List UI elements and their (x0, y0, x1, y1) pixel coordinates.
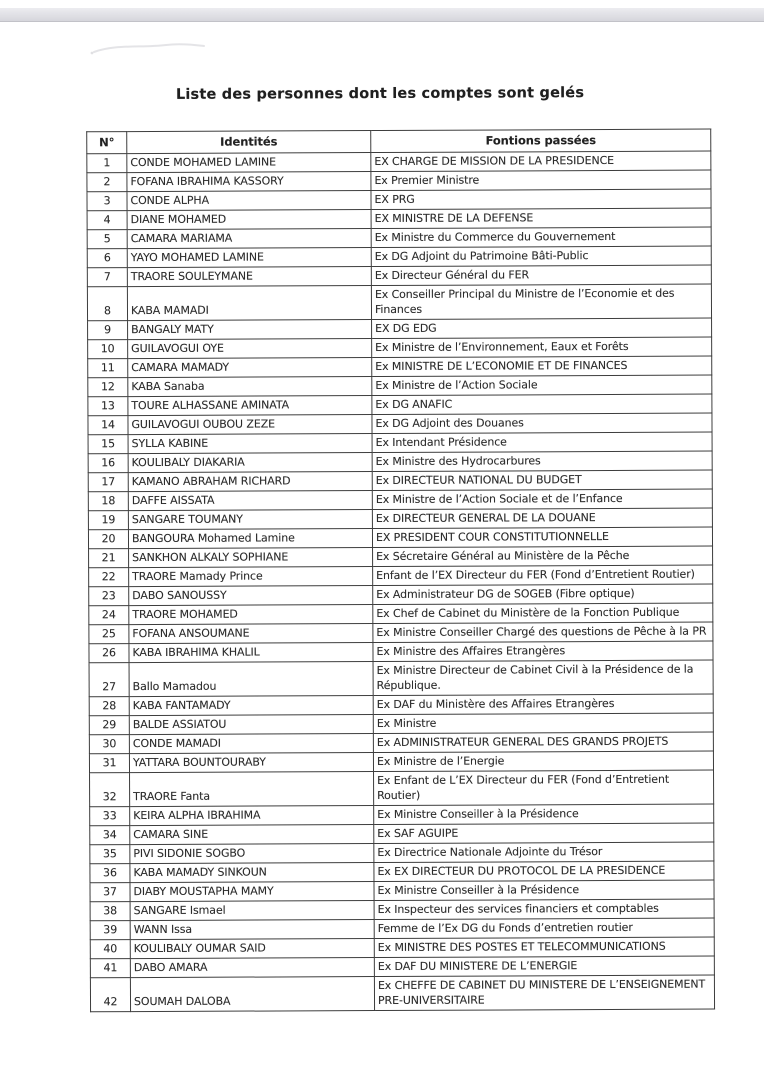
cell-number: 20 (88, 530, 128, 549)
cell-identity: TRAORE Mamady Prince (129, 567, 373, 587)
cell-number: 9 (88, 321, 128, 340)
cell-identity: CONDE ALPHA (127, 191, 371, 211)
cell-function: Ex Ministre des Affaires Etrangères (373, 641, 713, 661)
cell-identity: YATTARA BOUNTOURABY (129, 753, 373, 773)
table-header-row (87, 129, 711, 154)
cell-function: Ex Ministre Conseiller à la Présidence (374, 880, 714, 900)
cell-number: 16 (88, 454, 128, 473)
cell-number: 38 (90, 902, 130, 921)
cell-function: Ex Sécretaire Général au Ministère de la Pêche (373, 546, 713, 566)
cell-identity: SOUMAH DALOBA (130, 977, 374, 1012)
cell-number: 36 (90, 864, 130, 883)
cell-function: Ex Inspecteur des services financiers et comptables (374, 899, 714, 919)
column-header-number: N° (87, 132, 127, 154)
cell-function: Ex Ministre Conseiller Chargé des questions de Pêche à la PR (373, 622, 713, 642)
cell-number: 34 (90, 826, 130, 845)
cell-function: Ex CHEFFE DE CABINET DU MINISTERE DE L’ENSEIGNEMENT PRE-UNIVERSITAIRE (374, 975, 714, 1010)
cell-identity: KABA IBRAHIMA KHALIL (129, 643, 373, 663)
cell-identity: YAYO MOHAMED LAMINE (127, 248, 371, 268)
cell-function: Ex DG ANAFIC (372, 394, 712, 414)
table-row (90, 770, 714, 807)
cell-number: 8 (87, 287, 127, 321)
cell-number: 29 (89, 716, 129, 735)
cell-number: 26 (89, 644, 129, 663)
cell-function: EX MINISTRE DE LA DEFENSE (371, 208, 711, 228)
cell-identity: GUILAVOGUI OUBOU ZEZE (128, 415, 372, 435)
cell-identity: CAMARA SINE (130, 825, 374, 845)
cell-function: Ex Premier Ministre (371, 170, 711, 190)
cell-identity: SANGARE Ismael (130, 901, 374, 921)
cell-identity: SANGARE TOUMANY (128, 510, 372, 530)
cell-identity: Ballo Mamadou (129, 662, 373, 697)
cell-identity: BALDE ASSIATOU (129, 715, 373, 735)
cell-function: Ex Directrice Nationale Adjointe du Trésor (374, 842, 714, 862)
table-row (87, 284, 711, 321)
cell-identity: FOFANA ANSOUMANE (129, 624, 373, 644)
cell-identity: SANKHON ALKALY SOPHIANE (129, 548, 373, 568)
cell-identity: CONDE MOHAMED LAMINE (127, 153, 371, 173)
cell-function: Ex Ministre Directeur de Cabinet Civil à la Présidence de la République. (373, 660, 713, 695)
cell-number: 12 (88, 378, 128, 397)
cell-function: Enfant de l’EX Directeur du FER (Fond d’Entretient Routier) (373, 565, 713, 585)
cell-number: 39 (90, 921, 130, 940)
cell-function: Ex EX DIRECTEUR DU PROTOCOL DE LA PRESIDENCE (374, 861, 714, 881)
cell-number: 28 (89, 697, 129, 716)
cell-identity: TRAORE Fanta (130, 772, 374, 807)
cell-number: 1 (87, 154, 127, 173)
cell-number: 27 (89, 663, 129, 697)
cell-number: 25 (89, 625, 129, 644)
cell-function: Ex MINISTRE DES POSTES ET TELECOMMUNICATIONS (374, 937, 714, 957)
cell-identity: BANGALY MATY (128, 320, 372, 340)
cell-identity: DABO AMARA (130, 958, 374, 978)
cell-identity: DIANE MOHAMED (127, 210, 371, 230)
cell-number: 13 (88, 397, 128, 416)
cell-number: 2 (87, 173, 127, 192)
cell-number: 31 (89, 754, 129, 773)
table-row (90, 975, 714, 1012)
cell-function: Ex Ministre (373, 713, 713, 733)
column-header-identity: Identités (127, 131, 371, 154)
cell-function: Ex DAF DU MINISTERE DE L’ENERGIE (374, 956, 714, 976)
cell-identity: WANN Issa (130, 920, 374, 940)
cell-function: EX PRESIDENT COUR CONSTITUTIONNELLE (372, 527, 712, 547)
cell-identity: CONDE MAMADI (129, 734, 373, 754)
cell-function: Ex Ministre de l’Action Sociale (372, 375, 712, 395)
cell-function: Femme de l’Ex DG du Fonds d’entretien routier (374, 918, 714, 938)
table-row (89, 660, 713, 697)
cell-function: Ex DG Adjoint du Patrimoine Bâti-Public (371, 246, 711, 266)
cell-identity: PIVI SIDONIE SOGBO (130, 844, 374, 864)
cell-identity: KOULIBALY OUMAR SAID (130, 939, 374, 959)
cell-identity: DIABY MOUSTAPHA MAMY (130, 882, 374, 902)
cell-function: Ex Conseiller Principal du Ministre de l’Economie et des Finances (371, 284, 711, 319)
cell-number: 18 (88, 492, 128, 511)
cell-function: Ex Administrateur DG de SOGEB (Fibre optique) (373, 584, 713, 604)
cell-number: 17 (88, 473, 128, 492)
cell-identity: KABA FANTAMADY (129, 696, 373, 716)
cell-identity: KABA MAMADY SINKOUN (130, 863, 374, 883)
column-header-functions: Fontions passées (371, 129, 711, 152)
cell-number: 6 (87, 249, 127, 268)
cell-number: 19 (88, 511, 128, 530)
cell-function: Ex Ministre de l’Energie (373, 751, 713, 771)
cell-number: 21 (89, 549, 129, 568)
cell-function: Ex Enfant de L’EX Directeur du FER (Fond d’Entretient Routier) (374, 770, 714, 805)
cell-identity: KEIRA ALPHA IBRAHIMA (130, 806, 374, 826)
cell-number: 41 (90, 959, 130, 978)
cell-function: Ex Ministre des Hydrocarbures (372, 451, 712, 471)
cell-identity: DABO SANOUSSY (129, 586, 373, 606)
cell-function: Ex Intendant Présidence (372, 432, 712, 452)
cell-function: Ex DIRECTEUR GENERAL DE LA DOUANE (372, 508, 712, 528)
cell-number: 3 (87, 192, 127, 211)
cell-number: 37 (90, 883, 130, 902)
cell-number: 42 (90, 978, 130, 1012)
cell-number: 10 (88, 340, 128, 359)
cell-identity: KABA Sanaba (128, 377, 372, 397)
cell-function: Ex SAF AGUIPE (374, 823, 714, 843)
cell-number: 4 (87, 211, 127, 230)
cell-number: 24 (89, 606, 129, 625)
frozen-accounts-table (86, 129, 715, 1013)
cell-number: 30 (89, 735, 129, 754)
cell-function: Ex DG Adjoint des Douanes (372, 413, 712, 433)
cell-number: 35 (90, 845, 130, 864)
cell-number: 7 (87, 268, 127, 287)
cell-function: Ex Ministre de l’Environnement, Eaux et Forêts (372, 337, 712, 357)
cell-function: EX CHARGE DE MISSION DE LA PRESIDENCE (371, 151, 711, 171)
cell-identity: CAMARA MARIAMA (127, 229, 371, 249)
cell-number: 22 (89, 568, 129, 587)
cell-number: 40 (90, 940, 130, 959)
cell-number: 33 (90, 807, 130, 826)
cell-function: Ex MINISTRE DE L’ECONOMIE ET DE FINANCES (372, 356, 712, 376)
cell-number: 15 (88, 435, 128, 454)
cell-function: Ex Ministre de l’Action Sociale et de l’Enfance (372, 489, 712, 509)
page-title: Liste des personnes dont les comptes sont gelés (175, 85, 585, 103)
cell-identity: GUILAVOGUI OYE (128, 339, 372, 359)
cell-identity: KABA MAMADI (127, 286, 371, 321)
cell-identity: TRAORE MOHAMED (129, 605, 373, 625)
cell-identity: KOULIBALY DIAKARIA (128, 453, 372, 473)
table-body (87, 151, 715, 1012)
cell-function: EX PRG (371, 189, 711, 209)
cell-identity: FOFANA IBRAHIMA KASSORY (127, 172, 371, 192)
cell-function: Ex ADMINISTRATEUR GENERAL DES GRANDS PROJETS (373, 732, 713, 752)
cell-function: Ex Ministre Conseiller à la Présidence (374, 804, 714, 824)
cell-identity: SYLLA KABINE (128, 434, 372, 454)
cell-function: Ex Directeur Général du FER (371, 265, 711, 285)
cell-identity: KAMANO ABRAHAM RICHARD (128, 472, 372, 492)
cell-identity: BANGOURA Mohamed Lamine (128, 529, 372, 549)
cell-number: 11 (88, 359, 128, 378)
cell-identity: TRAORE SOULEYMANE (127, 267, 371, 287)
cell-identity: DAFFE AISSATA (128, 491, 372, 511)
cell-number: 32 (90, 773, 130, 807)
cell-function: Ex DIRECTEUR NATIONAL DU BUDGET (372, 470, 712, 490)
cell-function: Ex Chef de Cabinet du Ministère de la Fonction Publique (373, 603, 713, 623)
cell-number: 14 (88, 416, 128, 435)
cell-identity: TOURE ALHASSANE AMINATA (128, 396, 372, 416)
cell-function: Ex Ministre du Commerce du Gouvernement (371, 227, 711, 247)
cell-identity: CAMARA MAMADY (128, 358, 372, 378)
cell-function: EX DG EDG (372, 318, 712, 338)
cell-number: 5 (87, 230, 127, 249)
cell-number: 23 (89, 587, 129, 606)
cell-function: Ex DAF du Ministère des Affaires Etrangères (373, 694, 713, 714)
